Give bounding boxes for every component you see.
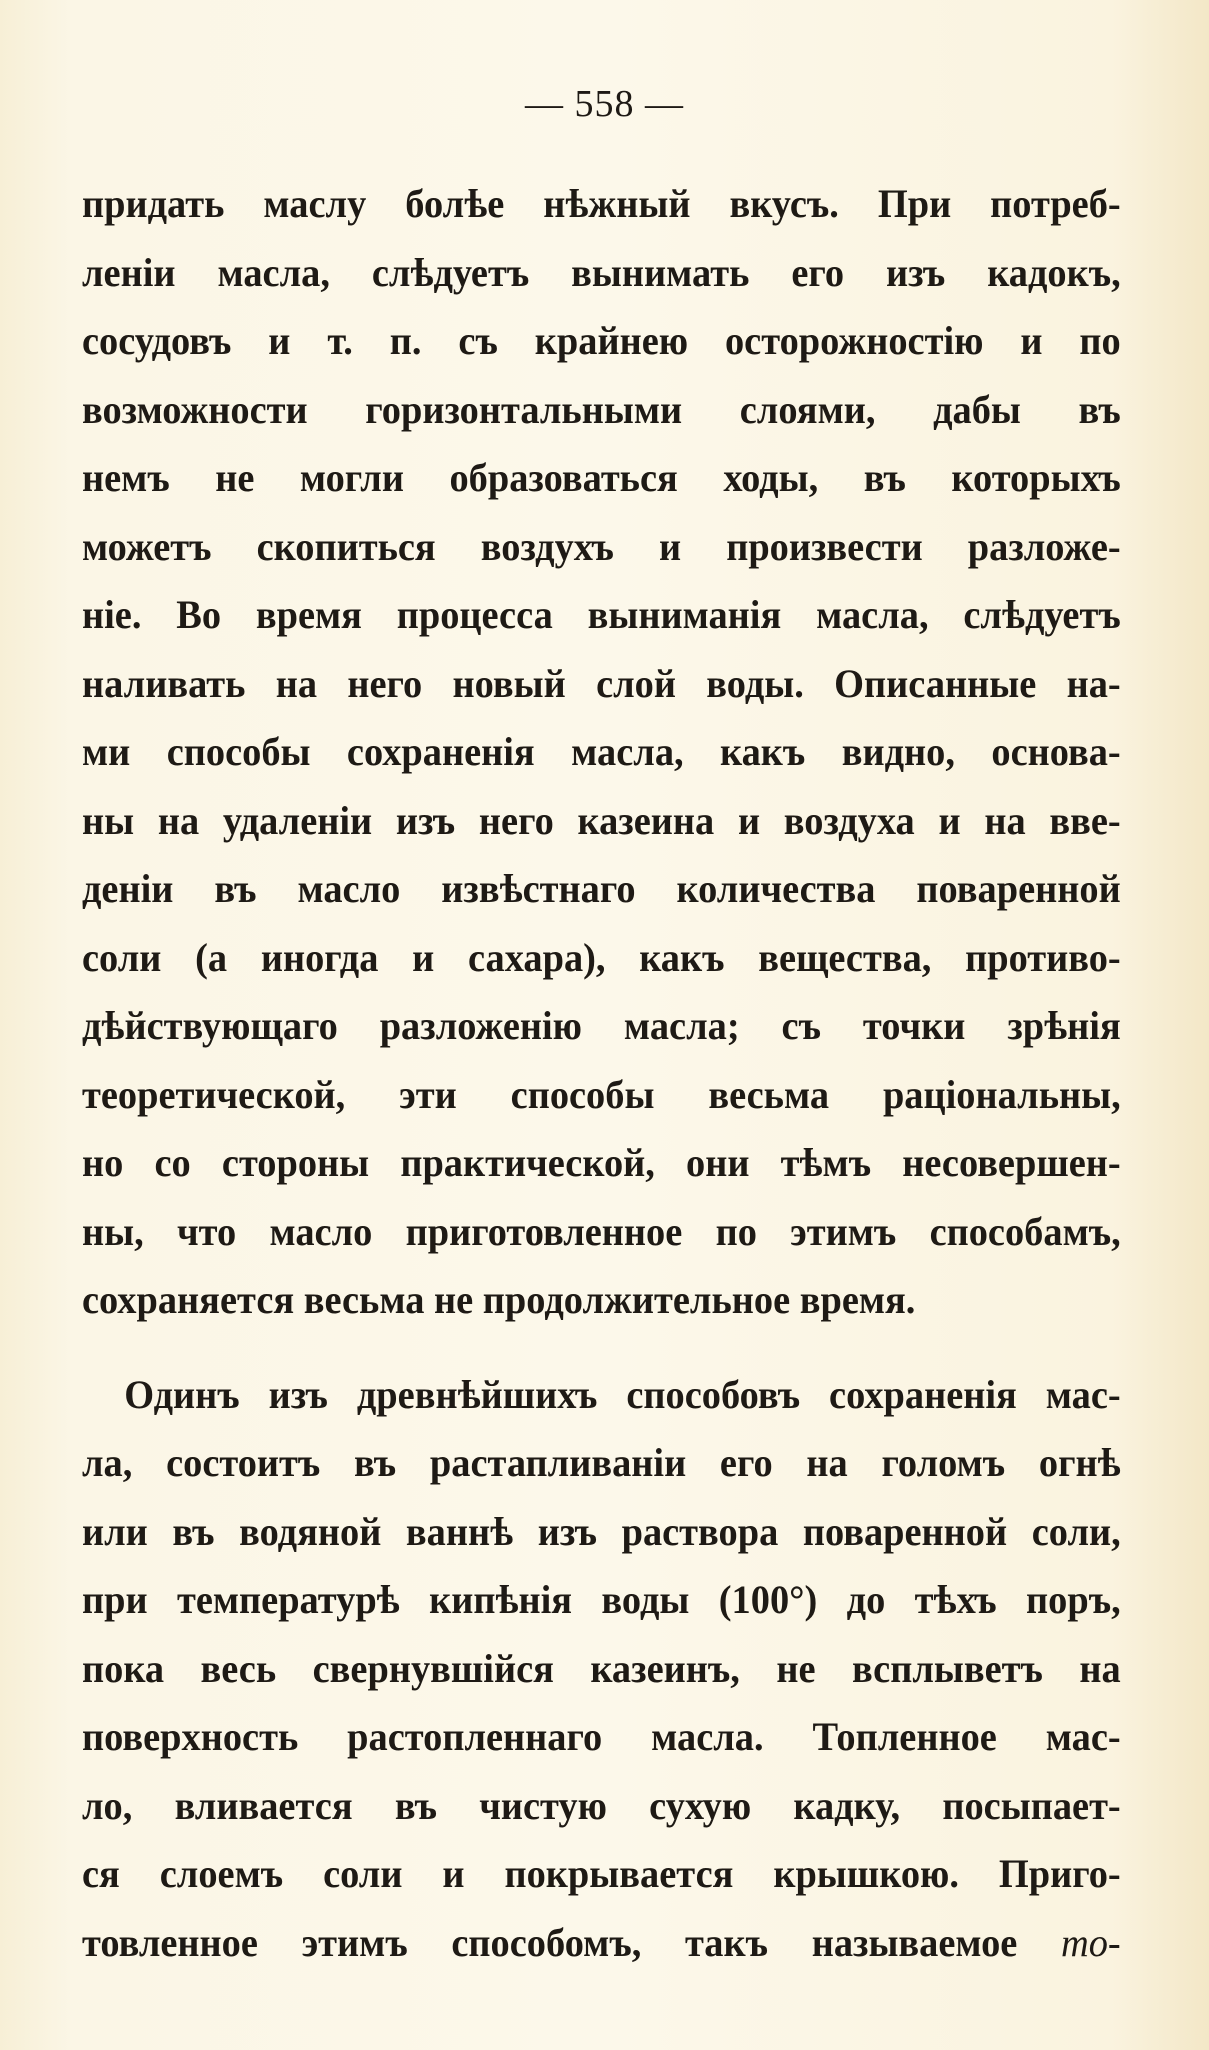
text-line: соли (а иногда и сахара), какъ вещества, противо- [82, 934, 1121, 980]
text-line: сохраняется весьма не продолжительное время. [82, 1277, 916, 1322]
text-line: Одинъ изъ древнѣйшихъ способовъ сохраненія мас- [124, 1371, 1121, 1417]
text-line: возможности горизонтальными слоями, дабы въ [82, 386, 1121, 432]
text-line: пока весь свернувшійся казеинъ, не всплыветъ на [82, 1645, 1121, 1691]
text-line: ло, вливается въ чистую сухую кадку, посыпает- [82, 1782, 1121, 1828]
text-line: ны на удаленіи изъ него казеина и воздуха и на вве- [82, 797, 1121, 843]
text-line: сосудовъ и т. п. съ крайнею осторожностію и по [82, 318, 1121, 363]
text-line: дѣйствующаго разложенію масла; съ точки зрѣнія [82, 1003, 1121, 1048]
text-line: наливать на него новый слой воды. Описанные на- [82, 660, 1121, 706]
text-line: ны, что масло приготовленное по этимъ способамъ, [82, 1208, 1121, 1254]
page-number: — 558 — [525, 83, 684, 125]
paragraph-gap [82, 1335, 1080, 1361]
text-line: поверхность растопленнаго масла. Топленное мас- [82, 1714, 1121, 1759]
text-line: ла, состоитъ въ растапливаніи его на голомъ огнѣ [82, 1440, 1121, 1485]
text-line: можетъ скопиться воздухъ и произвести разложе- [82, 523, 1121, 569]
body-text [82, 170, 1121, 1977]
text-line-final [82, 1909, 1121, 1978]
text-line: ся слоемъ соли и покрывается крышкою. Приго- [82, 1851, 1121, 1896]
text-line: ми способы сохраненія масла, какъ видно, основа- [82, 729, 1121, 774]
text-line: немъ не могли образоваться ходы, въ которыхъ [82, 455, 1121, 500]
text-line: или въ водяной ваннѣ изъ раствора поваренной соли, [82, 1508, 1121, 1554]
text-line: деніи въ масло извѣстнаго количества поваренной [82, 866, 1121, 911]
text-line: придать маслу болѣе нѣжный вкусъ. При потреб- [82, 181, 1121, 226]
italic-text-fragment: то- [1060, 1919, 1121, 1965]
text-fragment: товленное этимъ способомъ, такъ называемое [82, 1919, 1061, 1965]
text-line: при температурѣ кипѣнія воды (100°) до тѣхъ поръ, [82, 1577, 1121, 1622]
text-line: ніе. Во время процесса выниманія масла, слѣдуетъ [82, 592, 1121, 637]
text-line: но со стороны практической, они тѣмъ несовершен- [82, 1140, 1121, 1185]
text-line: теоретической, эти способы весьма раціональны, [82, 1071, 1121, 1117]
text-line: леніи масла, слѣдуетъ вынимать его изъ кадокъ, [82, 249, 1121, 295]
